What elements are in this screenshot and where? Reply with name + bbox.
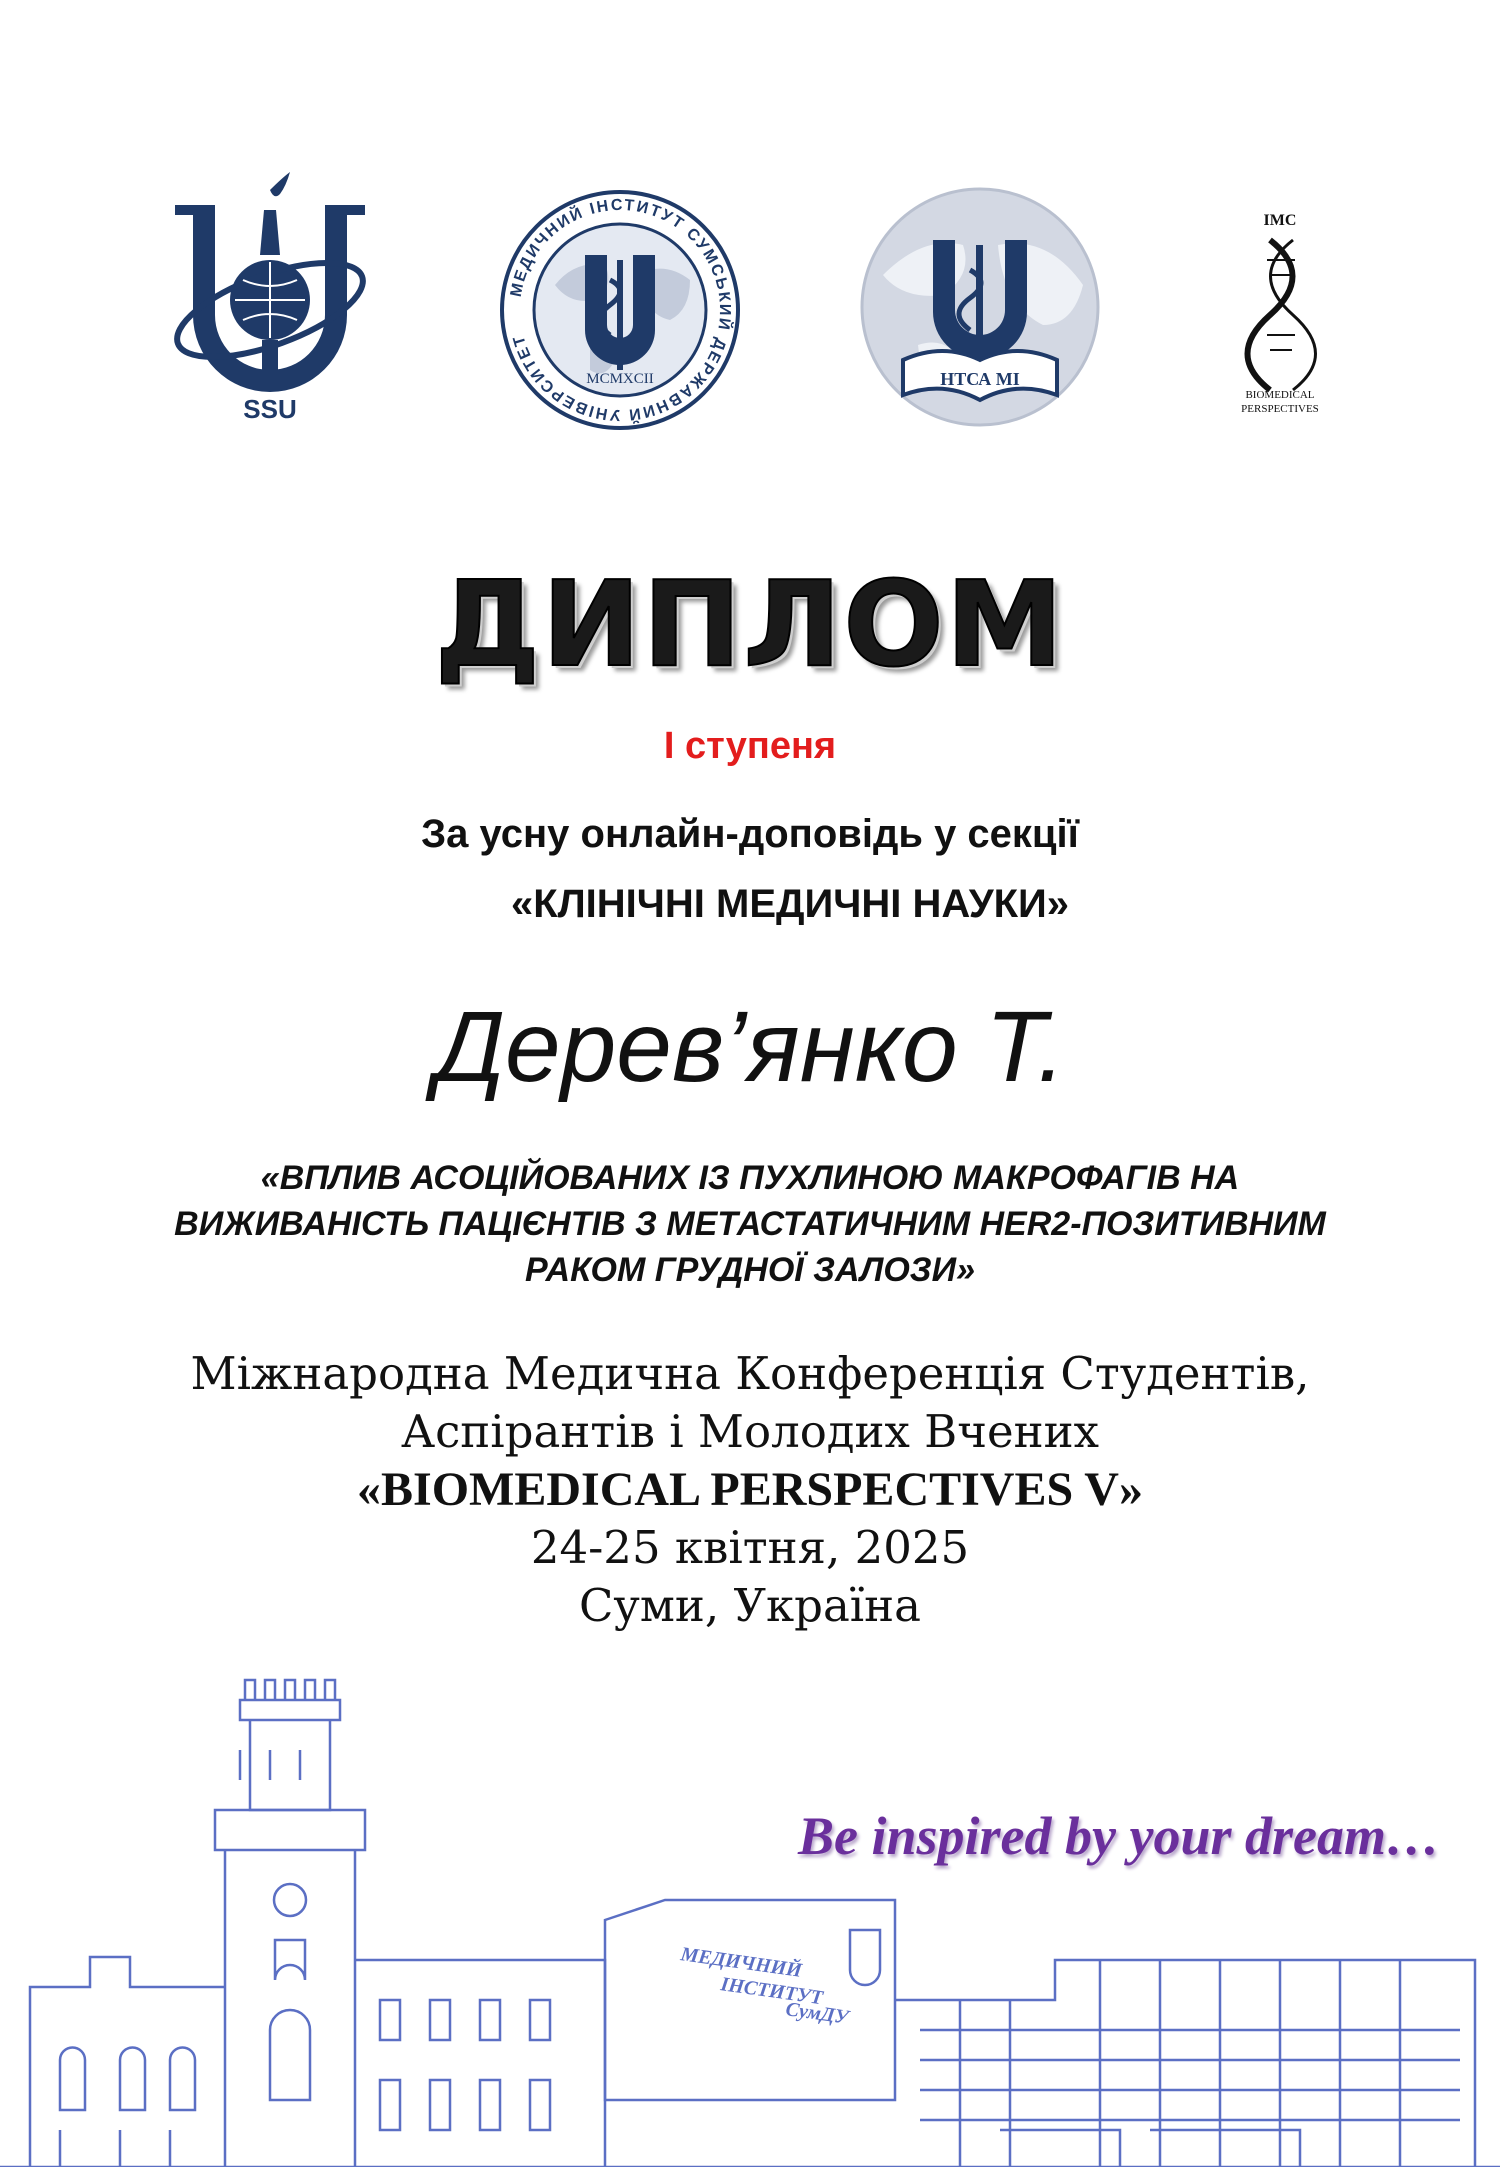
building-sign-line1: МЕДИЧНИЙ xyxy=(679,1943,804,1982)
diploma-degree: І ступеня xyxy=(663,725,837,767)
logos-row xyxy=(0,160,1500,450)
section-name: «КЛІНІЧНІ МЕДИЧНІ НАУКИ» xyxy=(510,882,1070,926)
report-type-line: За усну онлайн-доповідь у секції xyxy=(421,812,1079,856)
bp-line2: PERSPECTIVES xyxy=(1241,403,1319,415)
slogan: Be inspired by your dream… xyxy=(798,1806,1440,1866)
ssu-label: SSU xyxy=(243,394,297,424)
ssu-logo xyxy=(165,170,375,430)
conference-dates: 24-25 квітня, 2025 xyxy=(530,1521,970,1574)
conference-place: Суми, Україна xyxy=(578,1579,921,1632)
topic-line: РАКОМ ГРУДНОЇ ЗАЛОЗИ» xyxy=(524,1251,976,1289)
conference-info xyxy=(0,1345,1500,1635)
ntsa-label: НТСА МІ xyxy=(940,369,1020,389)
building-sign-line2: ІНСТИТУТ xyxy=(719,1973,825,2010)
conference-name: «BIOMEDICAL PERSPECTIVES V» xyxy=(357,1463,1143,1516)
topic-line: «ВПЛИВ АСОЦІЙОВАНИХ ІЗ ПУХЛИНОЮ МАКРОФАГІВ НА xyxy=(260,1159,1240,1197)
biomedical-perspectives-logo xyxy=(1225,205,1335,415)
mi-ring-text: МЕДИЧНИЙ ІНСТИТУТ СУМСЬКИЙ ДЕРЖАВНИЙ УНІВЕРСИТЕТ xyxy=(507,196,734,424)
conference-line1: Міжнародна Медична Конференція Студентів, xyxy=(190,1347,1310,1400)
diploma-title: ДИПЛОМ xyxy=(434,555,1066,693)
building-sign-line3: СумДУ xyxy=(784,1998,850,2029)
topic-line: ВИЖИВАНІСТЬ ПАЦІЄНТІВ З МЕТАСТАТИЧНИМ HER2-ПОЗИТИВНИМ xyxy=(174,1205,1326,1243)
recipient-name: Дерев’янко Т. xyxy=(434,991,1066,1103)
bp-top-label: IMC xyxy=(1263,212,1297,229)
mi-year: MCMXCII xyxy=(586,371,654,387)
report-topic xyxy=(140,1155,1360,1293)
conference-line2: Аспірантів і Молодих Вчених xyxy=(401,1405,1099,1458)
bp-line1: BIOMEDICAL xyxy=(1245,389,1315,401)
medical-institute-seal xyxy=(495,185,745,435)
building-illustration xyxy=(0,1660,1500,2167)
ntsa-logo xyxy=(858,185,1103,430)
